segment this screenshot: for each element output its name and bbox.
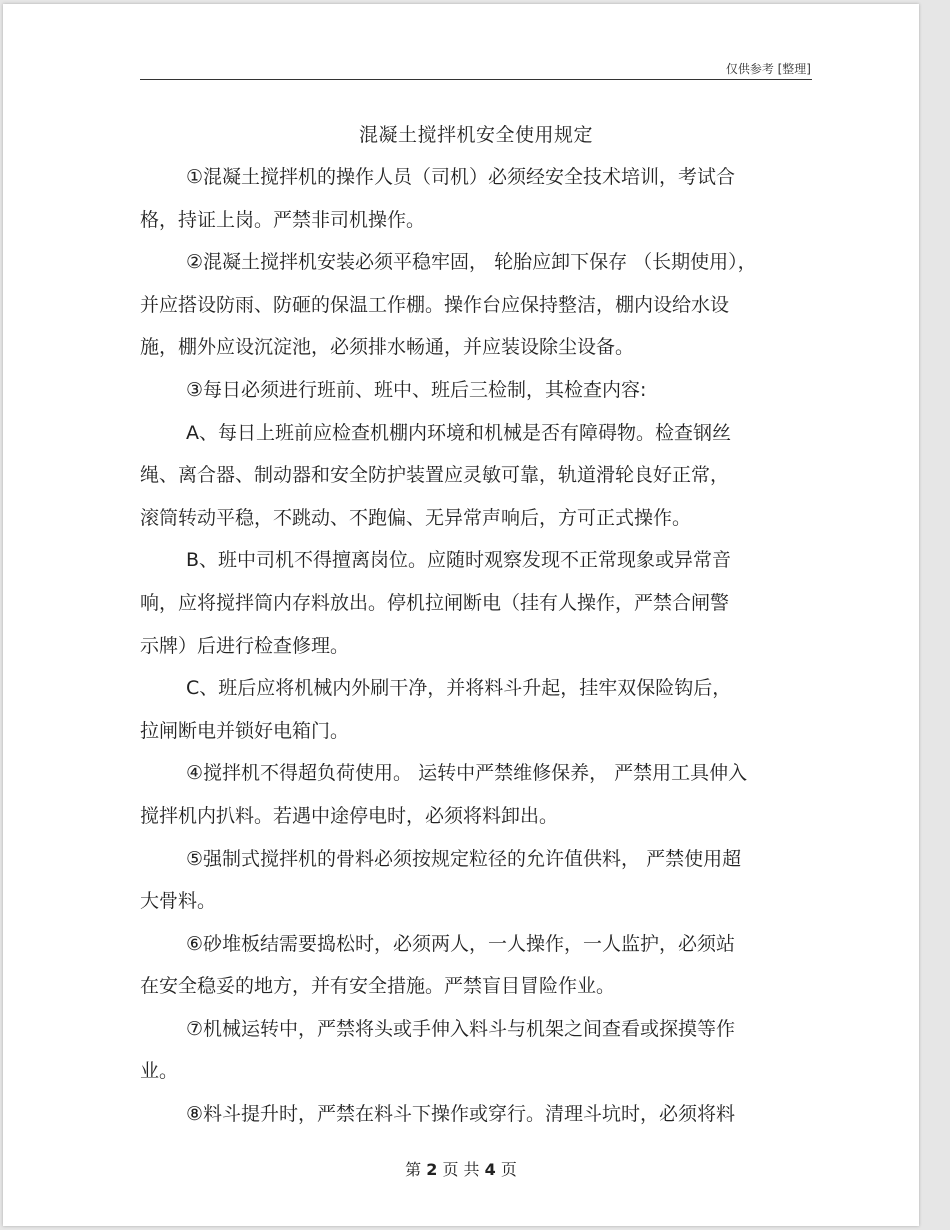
document-body: [140, 156, 812, 1136]
text-line: 响，应将搅拌筒内存料放出。停机拉闸断电（挂有人操作，严禁合闸警: [140, 591, 730, 614]
text-line: ④搅拌机不得超负荷使用。 运转中严禁维修保养， 严禁用工具伸入: [186, 762, 748, 785]
text-line: ⑦机械运转中，严禁将头或手伸入料斗与机架之间查看或探摸等作: [186, 1017, 736, 1040]
text-line: 搅拌机内扒料。若遇中途停电时，必须将料卸出。: [140, 804, 559, 827]
text-line: 大骨料。: [140, 890, 217, 913]
text-line: 拉闸断电并锁好电箱门。: [140, 719, 350, 742]
text-line: ①混凝土搅拌机的操作人员（司机）必须经安全技术培训，考试合: [186, 166, 736, 188]
footer-middle: 页 共: [442, 1160, 480, 1179]
current-page-number: 2: [426, 1160, 438, 1179]
text-line: A、每日上班前应检查机棚内环境和机械是否有障碍物。检查钢丝: [186, 421, 731, 444]
text-line: 在安全稳妥的地方，并有安全措施。严禁盲目冒险作业。: [140, 975, 616, 998]
header-divider: [140, 79, 812, 80]
text-line: ③每日必须进行班前、班中、班后三检制，其检查内容:: [186, 378, 647, 401]
text-line: 业。: [140, 1060, 179, 1083]
document-title: 混凝土搅拌机安全使用规定: [358, 124, 593, 146]
text-line: ⑧料斗提升时，严禁在料斗下操作或穿行。清理斗坑时，必须将料: [186, 1103, 736, 1126]
text-line: ⑥砂堆板结需要捣松时，必须两人，一人操作，一人监护，必须站: [186, 932, 736, 955]
text-line: 格，持证上岗。严禁非司机操作。: [140, 208, 426, 231]
text-line: B、班中司机不得擅离岗位。应随时观察发现不正常现象或异常音: [186, 549, 732, 572]
footer-prefix: 第: [405, 1160, 422, 1179]
header-note: 仅供参考 [整理]: [725, 62, 811, 76]
text-line: 示牌）后进行检查修理。: [140, 634, 350, 657]
page-footer: [3, 1157, 919, 1180]
footer-suffix: 页: [500, 1160, 517, 1179]
text-line: 滚筒转动平稳，不跳动、不跑偏、无异常声响后，方可正式操作。: [140, 506, 692, 529]
text-line: ⑤强制式搅拌机的骨料必须按规定粒径的允许值供料， 严禁使用超: [186, 847, 742, 870]
document-page: [3, 4, 919, 1226]
text-line: 施，棚外应设沉淀池，必须排水畅通，并应装设除尘设备。: [140, 336, 635, 359]
total-page-number: 4: [484, 1160, 496, 1179]
text-line: C、班后应将机械内外刷干净，并将料斗升起，挂牢双保险钩后，: [186, 677, 732, 700]
text-line: 并应搭设防雨、防砸的保温工作棚。操作台应保持整洁，棚内设给水设: [140, 293, 730, 316]
text-line: 绳、离合器、制动器和安全防护装置应灵敏可靠，轨道滑轮良好正常，: [140, 464, 730, 487]
text-line: ②混凝土搅拌机安装必须平稳牢固， 轮胎应卸下保存 （长期使用），: [186, 251, 757, 274]
